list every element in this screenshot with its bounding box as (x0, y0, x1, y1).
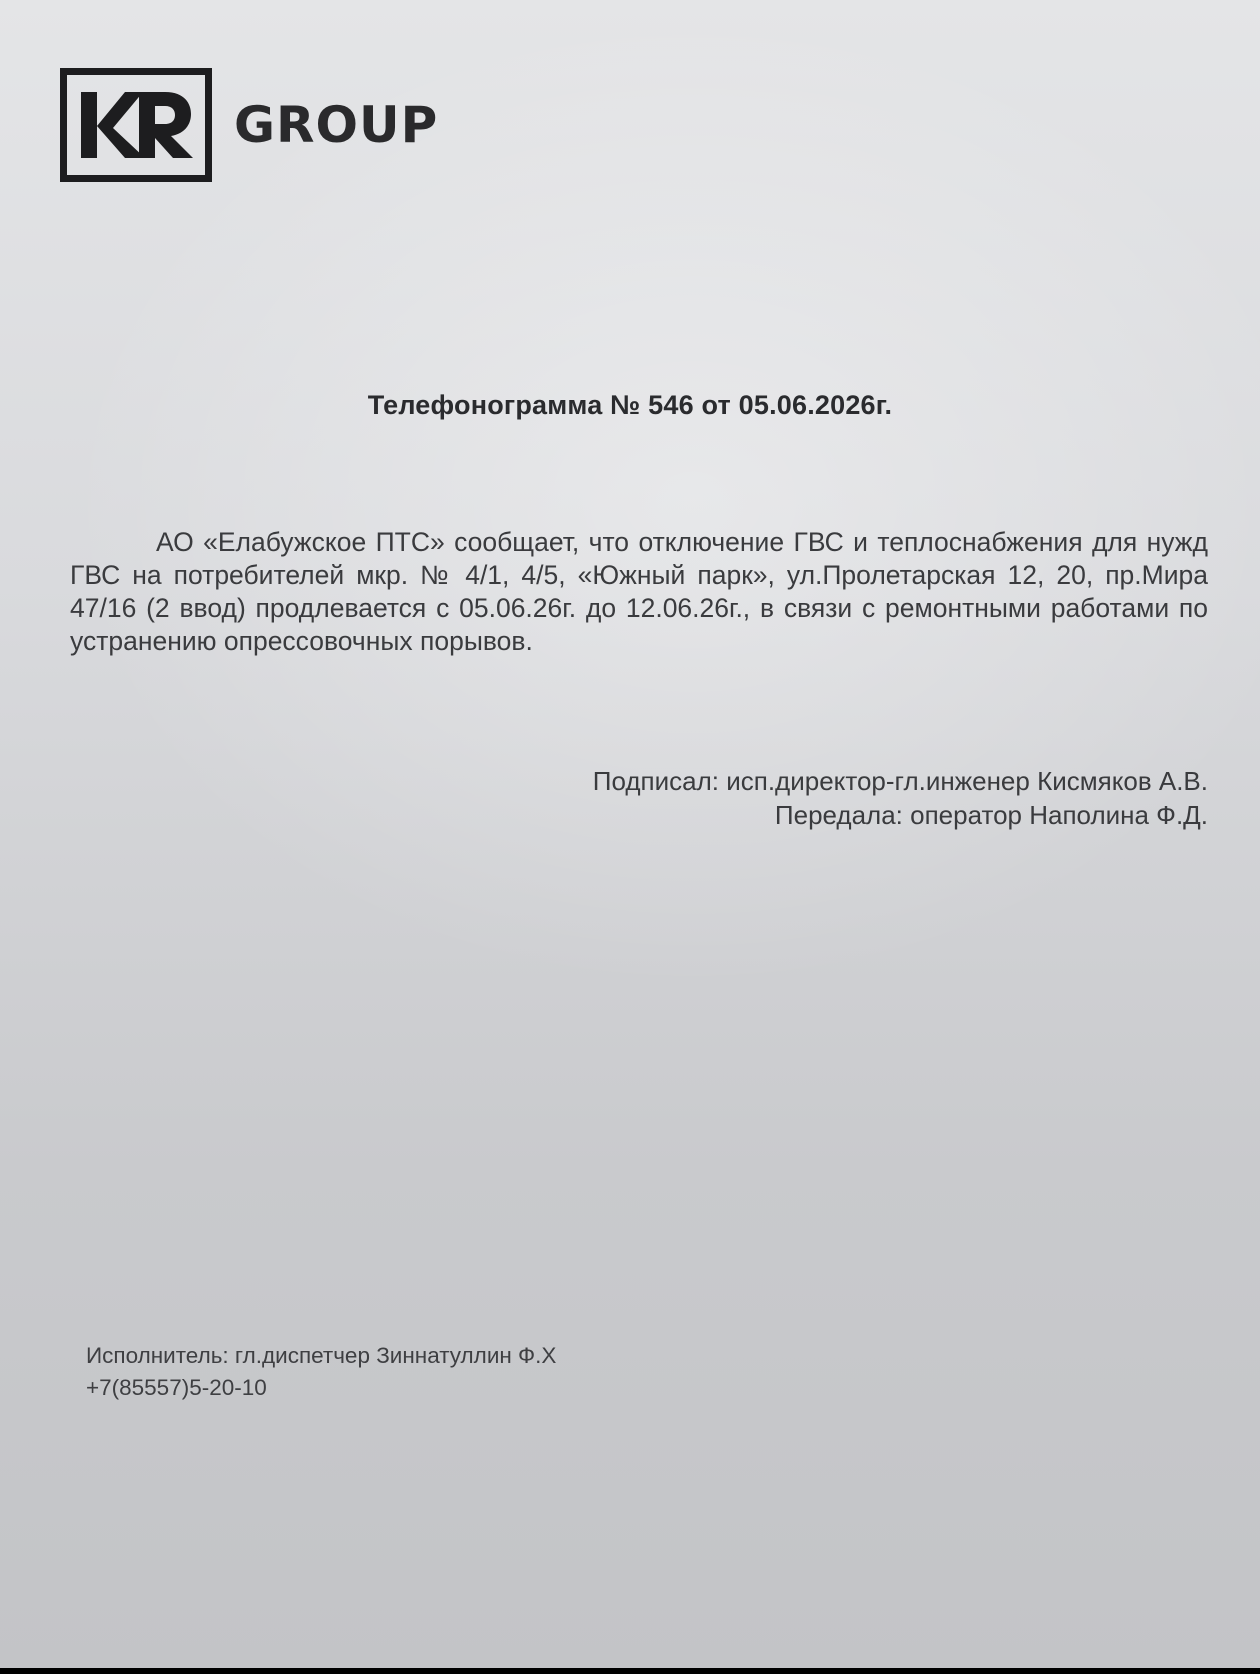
signed-by-line: Подписал: исп.директор-гл.инженер Кисмяков А.В. (592, 766, 1208, 796)
logo-mark (60, 68, 212, 182)
company-logo (60, 68, 438, 182)
document-body: АО «Елабужское ПТС» сообщает, что отключение ГВС и теплоснабжения для нужд ГВС на потребителей мкр. № 4/1, 4/5, «Южный парк», ул.Пролетарская 12, 20, пр.Мира 47/16 (2 ввод) продлевается с 05.06.26г. до 12.06.26г., в связи с ремонтными работами по устранению опрессовочных порывов. (70, 527, 1208, 656)
executor-line: Исполнитель: гл.диспетчер Зиннатуллин Ф.Х (86, 1343, 557, 1368)
transmitted-by-line: Передала: оператор Наполина Ф.Д. (774, 800, 1208, 830)
document-title: Телефонограмма № 546 от 05.06.2026г. (367, 390, 893, 420)
executor-block (86, 1340, 556, 1404)
bottom-edge (0, 1668, 1260, 1674)
logo-wordmark: GROUP (234, 96, 439, 154)
signature-block (593, 764, 1208, 832)
executor-phone: +7(85557)5-20-10 (86, 1375, 267, 1400)
kr-logo-icon (77, 86, 195, 164)
